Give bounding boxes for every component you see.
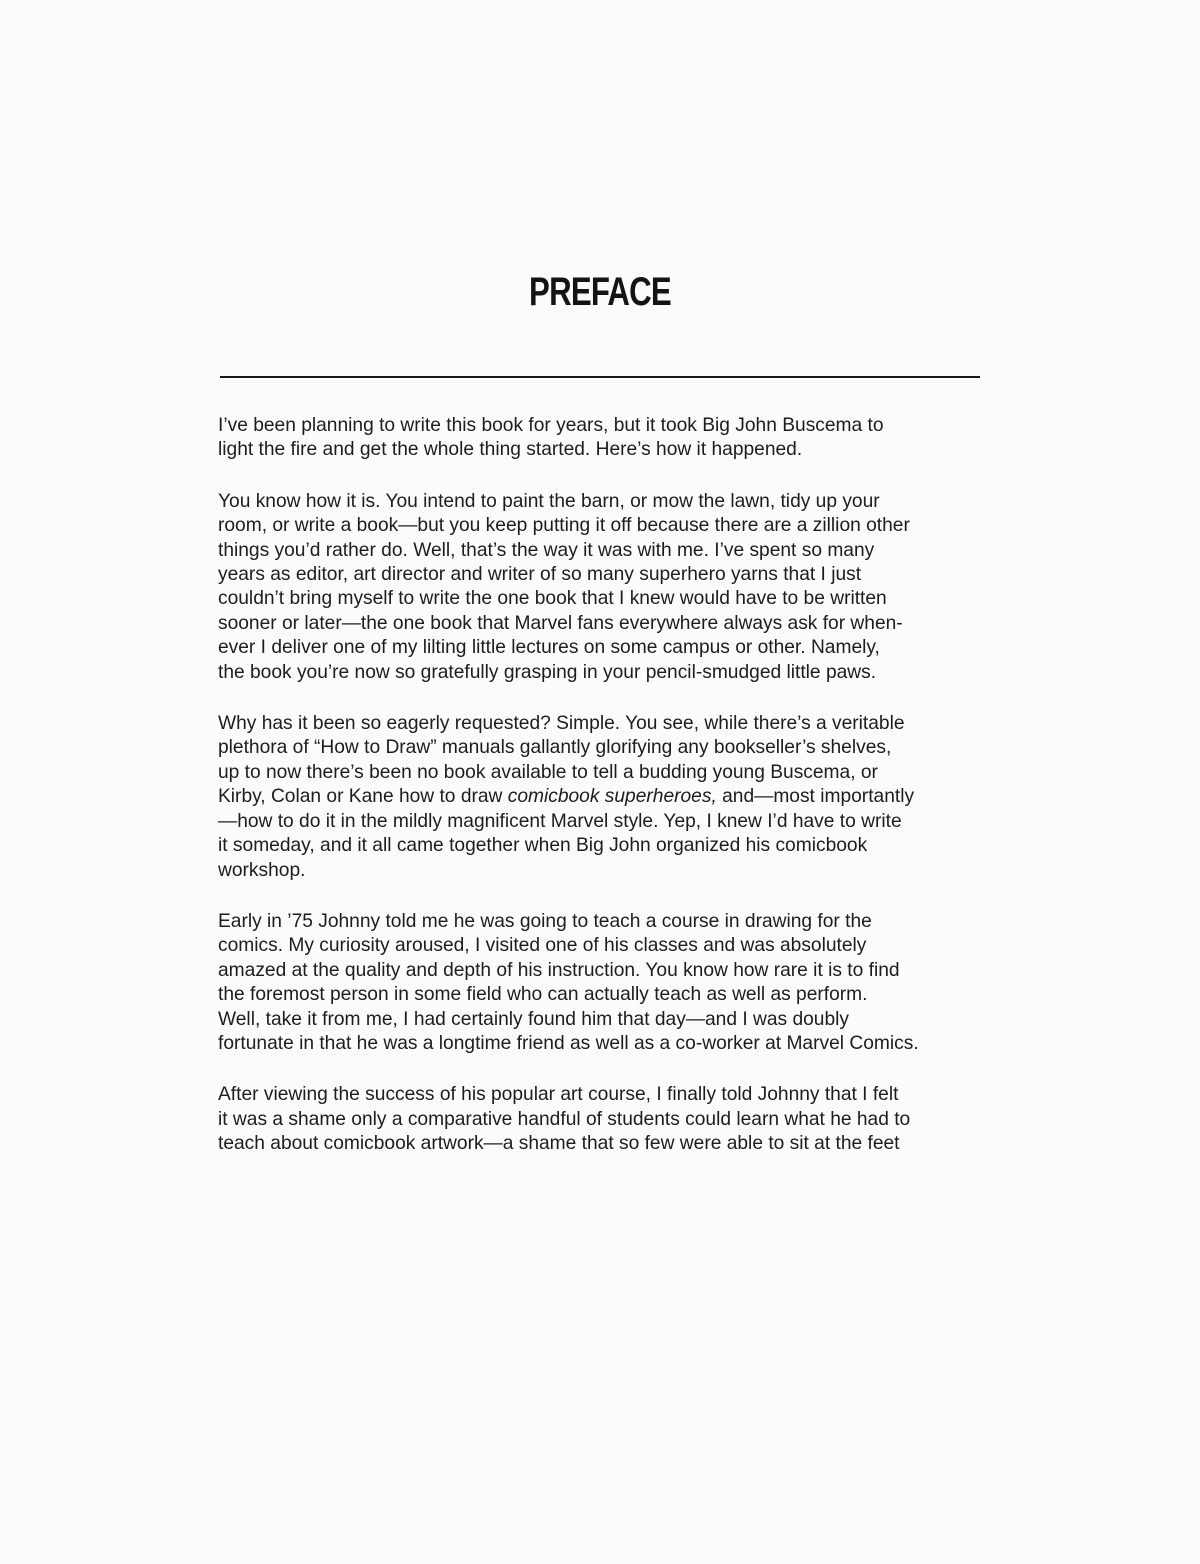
text-line: After viewing the success of his popular art course, I finally told Johnny that I felt [218,1084,899,1106]
text-line: comics. My curiosity aroused, I visited one of his classes and was absolutely [218,935,867,957]
paragraph [218,490,988,685]
text-line: teach about comicbook artwork—a shame that so few were able to sit at the feet [218,1133,900,1155]
text-line: years as editor, art director and writer of so many superhero yarns that I just [218,564,862,586]
text-line: room, or write a book—but you keep putting it off because there are a zillion other [218,515,910,537]
text-line: the foremost person in some field who can actually teach as well as perform. [218,984,868,1006]
text-line: it was a shame only a comparative handful of students could learn what he had to [218,1108,911,1130]
body-text [218,414,988,1184]
text-line: things you’d rather do. Well, that’s the way it was with me. I’ve spent so many [218,539,875,561]
text-line: Why has it been so eagerly requested? Simple. You see, while there’s a veritable [218,713,905,735]
text-line: workshop. [218,859,306,881]
paragraph [218,1083,988,1156]
text-line: Early in ’75 Johnny told me he was going to teach a course in drawing for the [218,910,872,932]
text-line: Well, take it from me, I had certainly found him that day—and I was doubly [218,1008,850,1030]
paragraph [218,414,988,463]
page-title: PREFACE [529,270,671,314]
text-line: plethora of “How to Draw” manuals gallantly glorifying any bookseller’s shelves, [218,737,892,759]
paragraph [218,910,988,1056]
text-line: the book you’re now so gratefully grasping in your pencil-smudged little paws. [218,661,877,683]
paragraph [218,712,988,883]
text-line: ever I deliver one of my lilting little lectures on some campus or other. Namely, [218,637,880,659]
text-line: I’ve been planning to write this book for years, but it took Big John Buscema to [218,415,884,436]
text-line: fortunate in that he was a longtime friend as well as a co-worker at Marvel Comics. [218,1032,919,1054]
text-line-with-emphasis [218,785,988,809]
text-line: it someday, and it all came together when Big John organized his comicbook [218,835,868,857]
text-segment: and—most importantly [716,786,915,808]
text-line: couldn’t bring myself to write the one book that I knew would have to be written [218,588,887,610]
text-line: You know how it is. You intend to paint the barn, or mow the lawn, tidy up your [218,490,880,512]
emphasized-text: comicbook superheroes, [507,786,717,808]
text-segment: Kirby, Colan or Kane how to draw [218,786,508,808]
title-rule [220,376,980,378]
text-line: —how to do it in the mildly magnificent Marvel style. Yep, I knew I’d have to write [218,810,902,832]
text-line: amazed at the quality and depth of his instruction. You know how rare it is to find [218,959,900,981]
text-line: sooner or later—the one book that Marvel fans everywhere always ask for when- [218,612,903,634]
text-line: up to now there’s been no book available to tell a budding young Buscema, or [218,761,878,783]
text-line: light the fire and get the whole thing started. Here’s how it happened. [218,439,803,461]
